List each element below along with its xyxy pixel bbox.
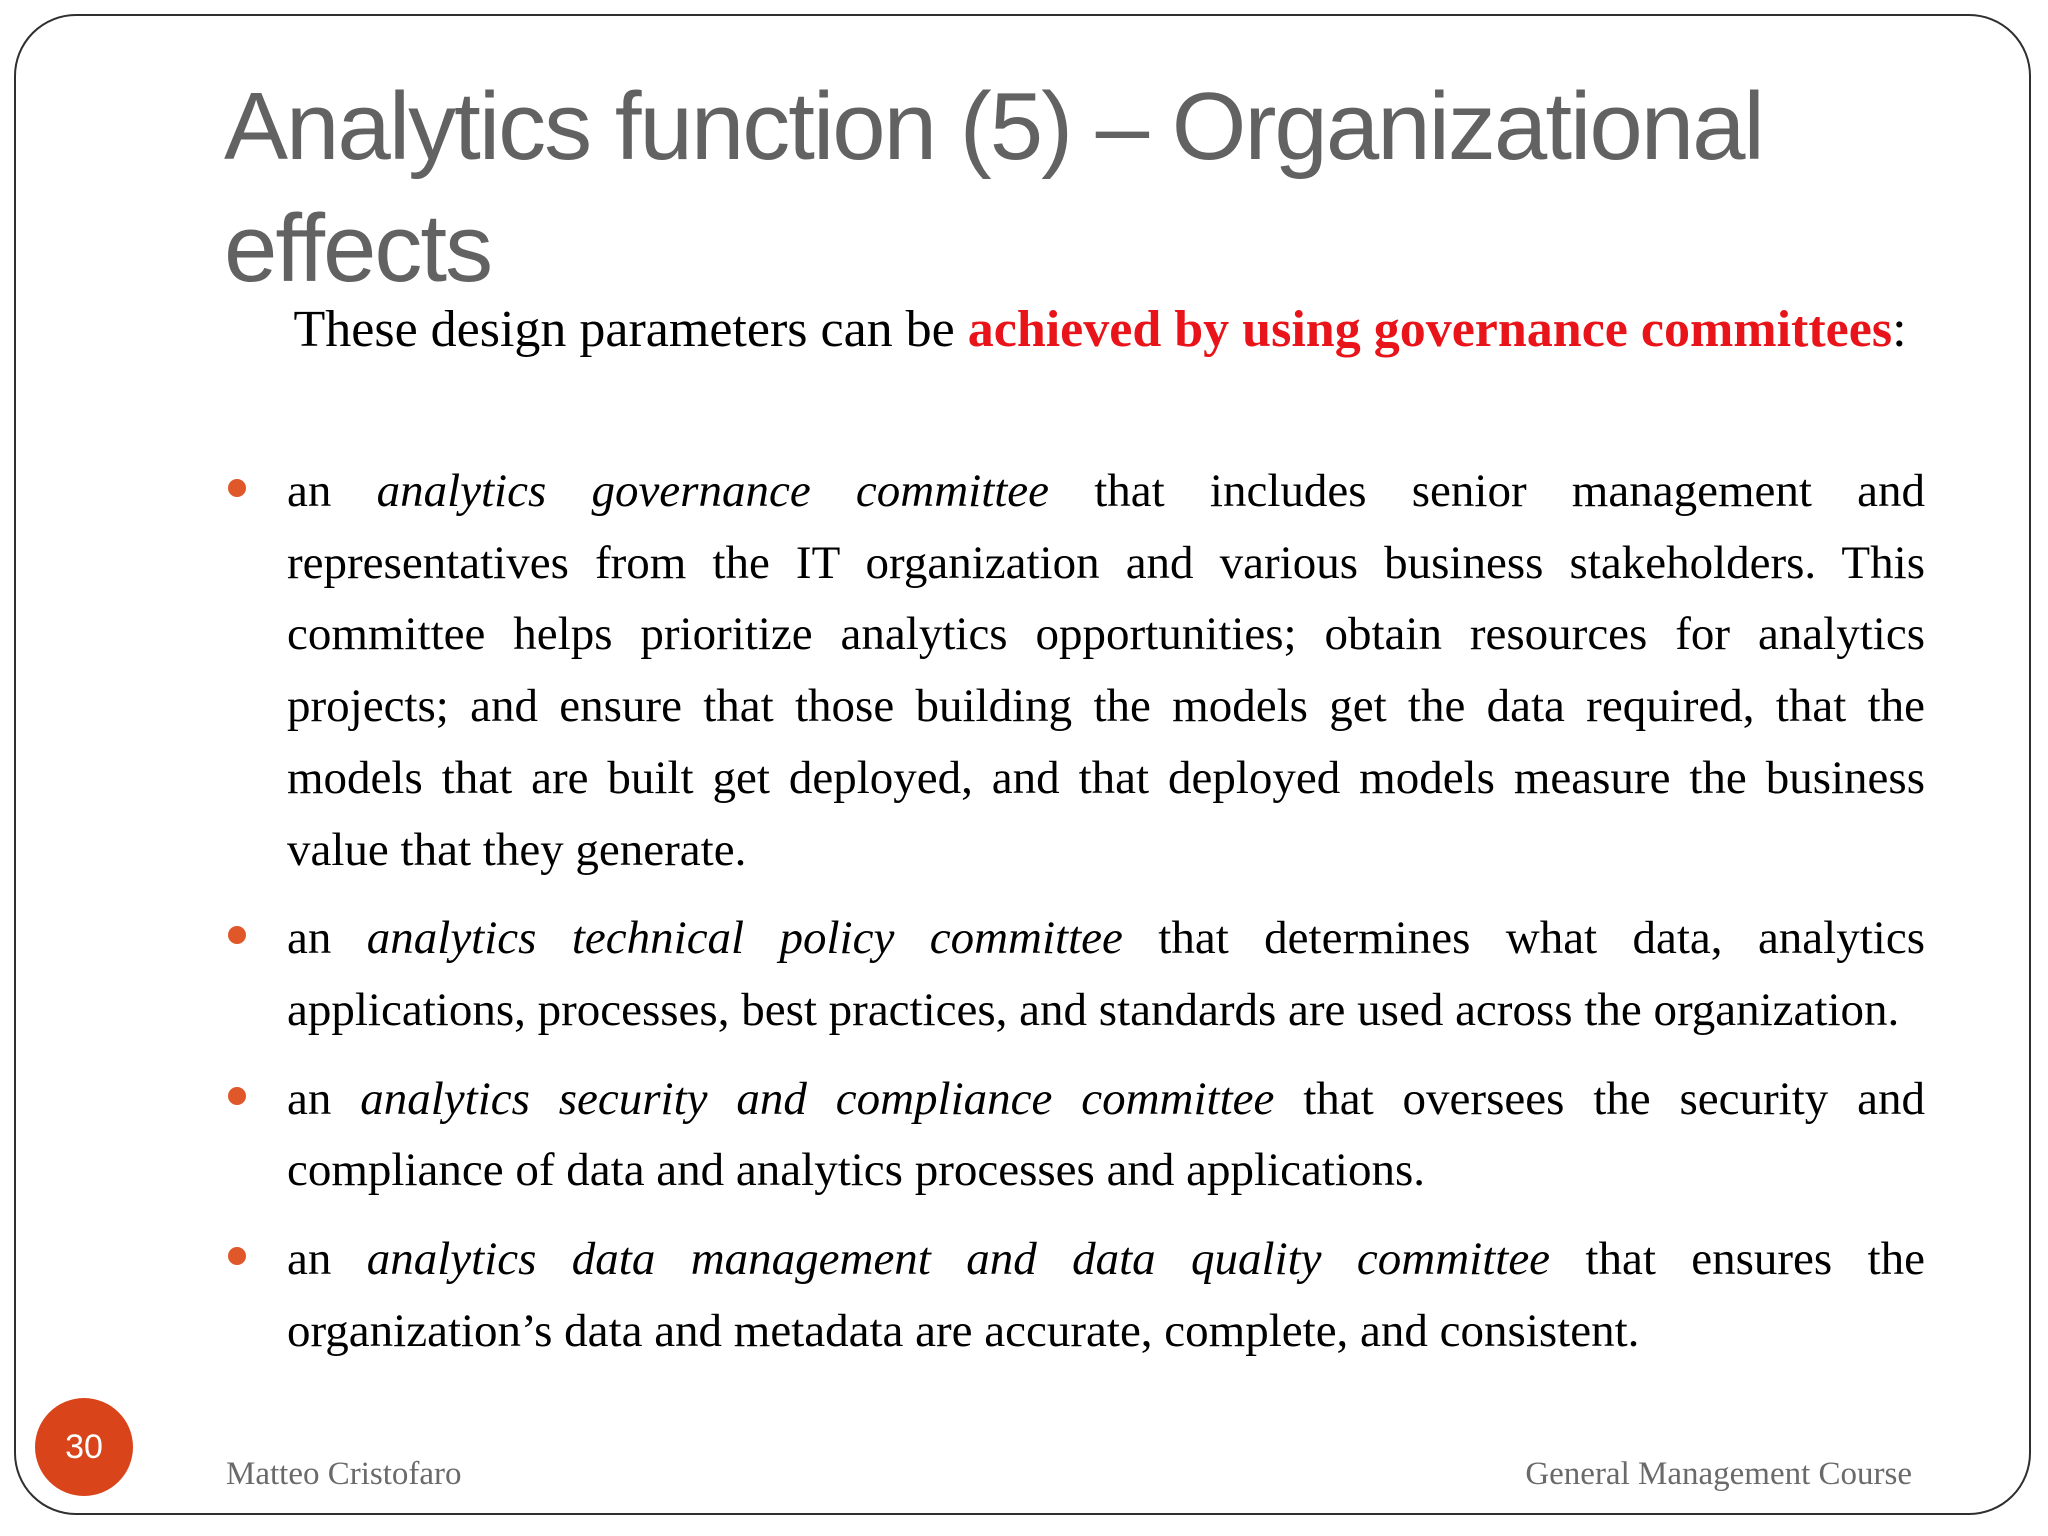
bullet-prefix: an: [287, 1072, 361, 1125]
bullet-item-governance: [228, 456, 1925, 886]
bullet-term: analytics data management and data quality committee: [366, 1233, 1551, 1286]
bullet-text: that includes senior management and representatives from the IT organization and various business stakeholders. This committee helps prioritize analytics opportunities; obtain resources for analytics projects; and ensure that those building the models get the data required, that the models that are built get deployed, and that deployed models measure the business value that they generate.: [287, 465, 1925, 876]
bullet-list: [228, 456, 1925, 1367]
bullet-text: that determines what data, analytics applications, processes, best practices, and standards are used across the organization.: [287, 912, 1925, 1036]
footer-course: General Management Course: [1525, 1456, 1912, 1492]
bullet-dot-icon: [228, 1247, 246, 1265]
bullet-item-technical-policy: [228, 903, 1925, 1046]
bullet-dot-icon: [228, 1087, 246, 1105]
intro-text: These design parameters can be: [293, 301, 968, 358]
bullet-prefix: an: [287, 1233, 367, 1286]
bullet-text: that oversees the security and compliance of data and analytics processes and applications.: [287, 1072, 1925, 1197]
bullet-term: analytics security and compliance committee: [360, 1072, 1275, 1125]
bullet-item-data-quality: [228, 1224, 1925, 1367]
bullet-text: that ensures the organization’s data and metadata are accurate, complete, and consistent.: [287, 1233, 1925, 1357]
slide-title: Analytics function (5) – Organizational effects: [224, 73, 1763, 302]
intro-paragraph: [250, 294, 1950, 366]
bullet-prefix: an: [287, 465, 377, 517]
bullet-item-security-compliance: [228, 1064, 1925, 1207]
bullet-term: analytics technical policy committee: [366, 912, 1123, 965]
bullet-dot-icon: [228, 926, 246, 944]
slide-number-badge: 30: [35, 1398, 133, 1496]
bullet-term: analytics governance committee: [376, 465, 1050, 517]
footer-author: Matteo Cristofaro: [226, 1456, 462, 1492]
bullet-prefix: an: [287, 912, 367, 965]
intro-colon: :: [1892, 301, 1907, 358]
bullet-dot-icon: [228, 479, 246, 497]
intro-highlight: achieved by using governance committees: [967, 301, 1893, 358]
